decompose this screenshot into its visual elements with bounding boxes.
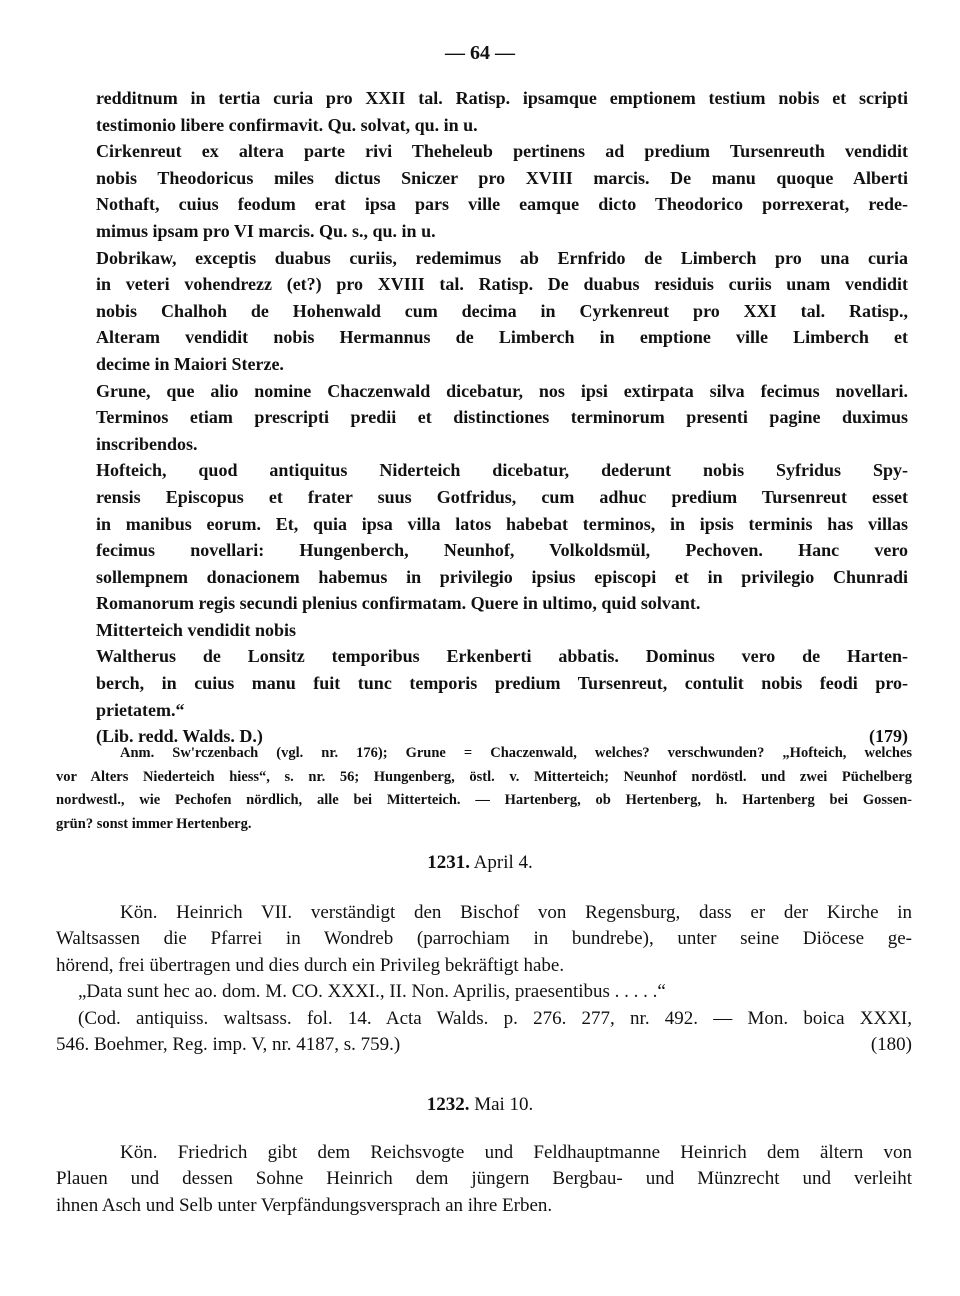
text-line: Cirkenreut ex altera parte rivi Theheleub pertinens ad predium Tursenreuth vendidit xyxy=(96,141,908,162)
text-line: Kön. Heinrich VII. verständigt den Bischof von Regensburg, dass er der Kirche in xyxy=(120,902,912,923)
text-line: mimus ipsam pro VI marcis. Qu. s., qu. in u. xyxy=(96,220,436,241)
entry-text-180 xyxy=(56,900,912,1058)
text-line: Alteram vendidit nobis Hermannus de Limberch in emptione ville Limberch et xyxy=(96,327,908,348)
text-line: nobis Chalhoh de Hohenwald cum decima in Cyrkenreut pro XXI tal. Ratisp., xyxy=(96,300,908,321)
text-line: nobis Theodoricus miles dictus Sniczer pro XVIII marcis. De manu quoque Alberti xyxy=(96,167,908,188)
entry-year: 1231. xyxy=(427,852,470,873)
entry-date: April 4. xyxy=(473,852,533,873)
entry-year: 1232. xyxy=(426,1094,470,1115)
text-line: redditnum in tertia curia pro XXII tal. Ratisp. ipsamque emptionem testium nobis et scripti xyxy=(96,88,908,108)
citation-text: 546. Boehmer, Reg. imp. V, nr. 4187, s. 759.) xyxy=(56,1033,401,1055)
entry-date: Mai 10. xyxy=(474,1094,534,1115)
annotation-line: nordwestl., wie Pechofen nördlich, alle bei Mitterteich. — Hartenberg, ob Hertenberg, h. Hartenberg bei Gossen- xyxy=(56,792,912,809)
text-line: Nothaft, cuius feodum erat ipsa pars ville eamque dicto Theodorico porrexerat, rede- xyxy=(96,194,908,215)
text-line: Romanorum regis secundi plenius confirmatam. Quere in ultimo, quid solvant. xyxy=(96,593,701,614)
text-line: decime in Maiori Sterze. xyxy=(96,353,284,374)
text-line: rensis Episcopus et frater suus Gotfridus, cum adhuc predium Tursenreut esset xyxy=(96,486,908,507)
text-line: ihnen Asch und Selb unter Verpfändungsversprach an ihre Erben. xyxy=(56,1194,553,1216)
page-number: — 64 — xyxy=(445,42,515,64)
text-line: Mitterteich vendidit nobis xyxy=(96,619,296,640)
annotation-line: vor Alters Niederteich hiess“, s. nr. 56; Hungenberg, östl. v. Mitterteich; Neunhof nordöstl. und zwei Püchelberg xyxy=(56,768,912,785)
annotation-line: Anm. Sw'rczenbach (vgl. nr. 176); Grune = Chaczenwald, welches? verschwunden? „Hofteich, welches xyxy=(120,745,912,761)
text-line: Waltsassen die Pfarrei in Wondreb (parrochiam in bundrebe), unter seine Diöcese ge- xyxy=(56,928,912,950)
text-line: Terminos etiam prescripti predii et distinctiones terminorum presenti pagine duximus xyxy=(96,407,908,428)
document-number: (179) xyxy=(869,726,908,747)
annotation-line: grün? sonst immer Hertenberg. xyxy=(56,816,252,833)
entry-heading-180 xyxy=(0,852,960,874)
source-citation: (Lib. redd. Walds. D.) xyxy=(96,726,263,747)
main-text-block xyxy=(96,85,908,750)
text-line: Plauen und dessen Sohne Heinrich dem jüngern Bergbau- und Münzrecht und verleiht xyxy=(56,1168,912,1190)
entry-heading-181 xyxy=(0,1094,960,1116)
annotation-block xyxy=(56,742,912,837)
text-line: testimonio libere confirmavit. Qu. solvat, qu. in u. xyxy=(96,114,478,135)
text-line: Waltherus de Lonsitz temporibus Erkenberti abbatis. Dominus vero de Harten- xyxy=(96,646,908,667)
text-line: hörend, frei übertragen und dies durch ein Privileg bekräftigt habe. xyxy=(56,954,565,976)
text-line: Hofteich, quod antiquitus Niderteich dicebatur, dederunt nobis Syfridus Spy- xyxy=(96,460,908,481)
text-line: Kön. Friedrich gibt dem Reichsvogte und Feldhauptmanne Heinrich dem ältern von xyxy=(120,1142,912,1163)
text-line: „Data sunt hec ao. dom. M. CO. XXXI., II. Non. Aprilis, praesentibus . . . . .“ xyxy=(78,981,666,1003)
text-line: in veteri vohendrezz (et?) pro XVIII tal. Ratisp. De duabus residuis curiis unam vendidit xyxy=(96,274,908,295)
text-line: Grune, que alio nomine Chaczenwald dicebatur, nos ipsi extirpata silva fecimus novellari. xyxy=(96,380,908,401)
text-line: fecimus novellari: Hungenberch, Neunhof, Volkoldsmül, Pechoven. Hanc vero xyxy=(96,540,908,561)
text-line: Dobrikaw, exceptis duabus curiis, redemimus ab Ernfrido de Limberch pro una curia xyxy=(96,247,908,268)
text-line: sollempnem donacionem habemus in privilegio ipsius episcopi et in privilegio Chunradi xyxy=(96,566,908,587)
text-line xyxy=(56,1032,912,1058)
text-line: in manibus eorum. Et, quia ipsa villa latos habebat terminos, in ipsis terminis has villas xyxy=(96,513,908,534)
entry-text-181 xyxy=(56,1140,912,1219)
text-line: prietatem.“ xyxy=(96,699,185,720)
text-line: (Cod. antiquiss. waltsass. fol. 14. Acta Walds. p. 276. 277, nr. 492. — Mon. boica XXXI, xyxy=(78,1007,912,1029)
text-line: inscribendos. xyxy=(96,433,198,454)
document-number: (180) xyxy=(870,1033,912,1055)
text-line: berch, in cuius manu fuit tunc temporis predium Tursenreut, contulit nobis feodi pro- xyxy=(96,673,908,694)
